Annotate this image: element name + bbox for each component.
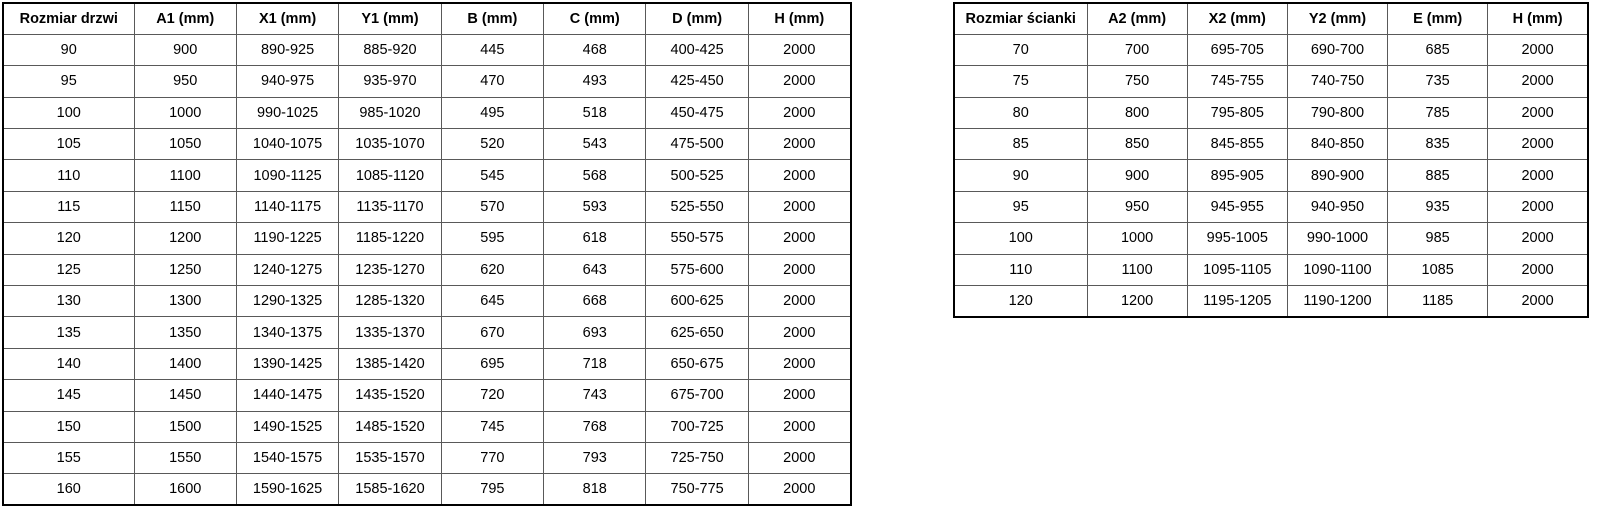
table-cell: 670 <box>441 317 543 348</box>
table-cell: 935 <box>1388 191 1488 222</box>
table-cell: 1340-1375 <box>236 317 338 348</box>
column-header: H (mm) <box>1488 3 1588 34</box>
column-header: A1 (mm) <box>134 3 236 34</box>
table-cell: 1135-1170 <box>339 191 441 222</box>
table-cell: 1090-1100 <box>1287 254 1387 285</box>
table-cell: 768 <box>544 411 646 442</box>
table-cell: 95 <box>954 191 1087 222</box>
table-cell: 750-775 <box>646 474 748 505</box>
table-cell: 1600 <box>134 474 236 505</box>
table-cell: 90 <box>3 34 134 65</box>
table-cell: 2000 <box>1488 254 1588 285</box>
table-cell: 1385-1420 <box>339 348 441 379</box>
column-header: Rozmiar ścianki <box>954 3 1087 34</box>
table-cell: 2000 <box>1488 160 1588 191</box>
table-cell: 740-750 <box>1287 66 1387 97</box>
column-header: A2 (mm) <box>1087 3 1187 34</box>
table-cell: 520 <box>441 129 543 160</box>
table-cell: 2000 <box>748 442 850 473</box>
table-cell: 940-950 <box>1287 191 1387 222</box>
table-cell: 2000 <box>748 380 850 411</box>
table-row <box>3 380 851 411</box>
table-row <box>954 191 1588 222</box>
table-cell: 95 <box>3 66 134 97</box>
table-cell: 1185 <box>1388 286 1488 317</box>
table-cell: 800 <box>1087 97 1187 128</box>
table-cell: 595 <box>441 223 543 254</box>
table-cell: 900 <box>134 34 236 65</box>
table-cell: 70 <box>954 34 1087 65</box>
table-cell: 1200 <box>134 223 236 254</box>
table-row <box>3 129 851 160</box>
table-cell: 110 <box>954 254 1087 285</box>
table-cell: 1235-1270 <box>339 254 441 285</box>
table-cell: 1195-1205 <box>1187 286 1287 317</box>
header-row <box>954 3 1588 34</box>
table-cell: 935-970 <box>339 66 441 97</box>
table-cell: 995-1005 <box>1187 223 1287 254</box>
column-header: Y1 (mm) <box>339 3 441 34</box>
table-cell: 990-1025 <box>236 97 338 128</box>
table-cell: 695-705 <box>1187 34 1287 65</box>
table-cell: 115 <box>3 191 134 222</box>
table-cell: 895-905 <box>1187 160 1287 191</box>
table-row <box>954 66 1588 97</box>
table-cell: 685 <box>1388 34 1488 65</box>
table-cell: 543 <box>544 129 646 160</box>
table-cell: 1000 <box>1087 223 1187 254</box>
column-header: B (mm) <box>441 3 543 34</box>
table-cell: 745 <box>441 411 543 442</box>
table-cell: 818 <box>544 474 646 505</box>
table-cell: 1550 <box>134 442 236 473</box>
table-cell: 795 <box>441 474 543 505</box>
table-cell: 2000 <box>748 97 850 128</box>
table-row <box>3 254 851 285</box>
table-cell: 2000 <box>748 317 850 348</box>
table-row <box>954 97 1588 128</box>
table-cell: 885-920 <box>339 34 441 65</box>
column-header: C (mm) <box>544 3 646 34</box>
table-cell: 495 <box>441 97 543 128</box>
table-cell: 1085-1120 <box>339 160 441 191</box>
table-cell: 643 <box>544 254 646 285</box>
table-cell: 545 <box>441 160 543 191</box>
column-header: Rozmiar drzwi <box>3 3 134 34</box>
table-cell: 985 <box>1388 223 1488 254</box>
table-cell: 90 <box>954 160 1087 191</box>
table-cell: 845-855 <box>1187 129 1287 160</box>
table-cell: 850 <box>1087 129 1187 160</box>
table-cell: 1500 <box>134 411 236 442</box>
table-cell: 945-955 <box>1187 191 1287 222</box>
column-header: H (mm) <box>748 3 850 34</box>
table-cell: 1150 <box>134 191 236 222</box>
table-cell: 770 <box>441 442 543 473</box>
table-cell: 1490-1525 <box>236 411 338 442</box>
table-cell: 80 <box>954 97 1087 128</box>
table-cell: 890-900 <box>1287 160 1387 191</box>
table-cell: 720 <box>441 380 543 411</box>
table-cell: 575-600 <box>646 254 748 285</box>
table-cell: 1285-1320 <box>339 286 441 317</box>
table-cell: 750 <box>1087 66 1187 97</box>
table-row <box>954 129 1588 160</box>
door-size-table <box>2 2 852 506</box>
table-cell: 1000 <box>134 97 236 128</box>
table-cell: 2000 <box>748 66 850 97</box>
table-row <box>3 160 851 191</box>
table-cell: 130 <box>3 286 134 317</box>
table-cell: 2000 <box>748 411 850 442</box>
table-cell: 110 <box>3 160 134 191</box>
table-row <box>3 286 851 317</box>
table-cell: 1100 <box>134 160 236 191</box>
table-cell: 593 <box>544 191 646 222</box>
table-cell: 1085 <box>1388 254 1488 285</box>
table-cell: 695 <box>441 348 543 379</box>
table-cell: 620 <box>441 254 543 285</box>
table-cell: 468 <box>544 34 646 65</box>
table-cell: 1100 <box>1087 254 1187 285</box>
table-cell: 100 <box>954 223 1087 254</box>
table-cell: 950 <box>1087 191 1187 222</box>
column-header: D (mm) <box>646 3 748 34</box>
table-row <box>954 223 1588 254</box>
table-cell: 120 <box>954 286 1087 317</box>
table-cell: 525-550 <box>646 191 748 222</box>
table-cell: 450-475 <box>646 97 748 128</box>
table-cell: 1400 <box>134 348 236 379</box>
table-cell: 2000 <box>1488 129 1588 160</box>
table-cell: 2000 <box>1488 191 1588 222</box>
table-cell: 1540-1575 <box>236 442 338 473</box>
column-header: X1 (mm) <box>236 3 338 34</box>
table-cell: 1450 <box>134 380 236 411</box>
table-row <box>3 411 851 442</box>
table-row <box>954 160 1588 191</box>
table-cell: 425-450 <box>646 66 748 97</box>
table-cell: 1095-1105 <box>1187 254 1287 285</box>
table-cell: 145 <box>3 380 134 411</box>
table-cell: 840-850 <box>1287 129 1387 160</box>
table-cell: 75 <box>954 66 1087 97</box>
table-row <box>954 286 1588 317</box>
table-row <box>3 223 851 254</box>
column-header: X2 (mm) <box>1187 3 1287 34</box>
table-cell: 718 <box>544 348 646 379</box>
table-cell: 2000 <box>748 129 850 160</box>
table-cell: 735 <box>1388 66 1488 97</box>
table-cell: 700 <box>1087 34 1187 65</box>
column-header: Y2 (mm) <box>1287 3 1387 34</box>
table-cell: 85 <box>954 129 1087 160</box>
table-cell: 445 <box>441 34 543 65</box>
table-cell: 570 <box>441 191 543 222</box>
table-cell: 1250 <box>134 254 236 285</box>
table-cell: 470 <box>441 66 543 97</box>
table-cell: 125 <box>3 254 134 285</box>
table-cell: 105 <box>3 129 134 160</box>
table-cell: 2000 <box>748 160 850 191</box>
table-row <box>3 474 851 505</box>
table-cell: 1050 <box>134 129 236 160</box>
table-cell: 618 <box>544 223 646 254</box>
table-cell: 1190-1200 <box>1287 286 1387 317</box>
table-cell: 2000 <box>748 348 850 379</box>
wall-size-table <box>953 2 1589 318</box>
header-row <box>3 3 851 34</box>
table-cell: 785 <box>1388 97 1488 128</box>
table-cell: 155 <box>3 442 134 473</box>
table-cell: 500-525 <box>646 160 748 191</box>
table-cell: 1290-1325 <box>236 286 338 317</box>
table-row <box>3 191 851 222</box>
table-cell: 900 <box>1087 160 1187 191</box>
table-cell: 675-700 <box>646 380 748 411</box>
table-row <box>3 317 851 348</box>
table-cell: 625-650 <box>646 317 748 348</box>
table-cell: 950 <box>134 66 236 97</box>
table-cell: 1350 <box>134 317 236 348</box>
table-cell: 518 <box>544 97 646 128</box>
table-cell: 1590-1625 <box>236 474 338 505</box>
table-cell: 690-700 <box>1287 34 1387 65</box>
table-cell: 745-755 <box>1187 66 1287 97</box>
table-cell: 2000 <box>748 254 850 285</box>
table-row <box>954 254 1588 285</box>
table-cell: 2000 <box>1488 97 1588 128</box>
table-cell: 2000 <box>748 34 850 65</box>
table-cell: 2000 <box>748 191 850 222</box>
table-cell: 400-425 <box>646 34 748 65</box>
table-cell: 2000 <box>1488 34 1588 65</box>
table-cell: 645 <box>441 286 543 317</box>
table-cell: 550-575 <box>646 223 748 254</box>
table-cell: 2000 <box>748 474 850 505</box>
table-cell: 1090-1125 <box>236 160 338 191</box>
table-row <box>3 66 851 97</box>
table-cell: 668 <box>544 286 646 317</box>
table-cell: 150 <box>3 411 134 442</box>
table-cell: 600-625 <box>646 286 748 317</box>
table-cell: 2000 <box>1488 223 1588 254</box>
table-cell: 1035-1070 <box>339 129 441 160</box>
table-cell: 890-925 <box>236 34 338 65</box>
table-cell: 2000 <box>1488 66 1588 97</box>
table-cell: 940-975 <box>236 66 338 97</box>
table-cell: 1390-1425 <box>236 348 338 379</box>
table-cell: 1190-1225 <box>236 223 338 254</box>
table-cell: 120 <box>3 223 134 254</box>
table-cell: 1440-1475 <box>236 380 338 411</box>
table-cell: 160 <box>3 474 134 505</box>
table-cell: 795-805 <box>1187 97 1287 128</box>
table-cell: 790-800 <box>1287 97 1387 128</box>
table-cell: 990-1000 <box>1287 223 1387 254</box>
table-cell: 568 <box>544 160 646 191</box>
table-cell: 1585-1620 <box>339 474 441 505</box>
table-cell: 100 <box>3 97 134 128</box>
table-cell: 693 <box>544 317 646 348</box>
table-cell: 793 <box>544 442 646 473</box>
table-cell: 1335-1370 <box>339 317 441 348</box>
table-cell: 885 <box>1388 160 1488 191</box>
table-row <box>3 34 851 65</box>
table-cell: 2000 <box>748 223 850 254</box>
table-cell: 1200 <box>1087 286 1187 317</box>
table-cell: 475-500 <box>646 129 748 160</box>
table-cell: 1485-1520 <box>339 411 441 442</box>
table-cell: 1300 <box>134 286 236 317</box>
table-cell: 835 <box>1388 129 1488 160</box>
table-row <box>3 348 851 379</box>
table-cell: 1140-1175 <box>236 191 338 222</box>
table-cell: 1435-1520 <box>339 380 441 411</box>
table-cell: 140 <box>3 348 134 379</box>
table-cell: 2000 <box>1488 286 1588 317</box>
table-cell: 1535-1570 <box>339 442 441 473</box>
table-row <box>954 34 1588 65</box>
table-cell: 743 <box>544 380 646 411</box>
table-row <box>3 442 851 473</box>
table-cell: 135 <box>3 317 134 348</box>
table-cell: 2000 <box>748 286 850 317</box>
table-cell: 493 <box>544 66 646 97</box>
table-cell: 1185-1220 <box>339 223 441 254</box>
table-cell: 1040-1075 <box>236 129 338 160</box>
table-cell: 650-675 <box>646 348 748 379</box>
table-cell: 700-725 <box>646 411 748 442</box>
table-cell: 1240-1275 <box>236 254 338 285</box>
table-cell: 985-1020 <box>339 97 441 128</box>
table-row <box>3 97 851 128</box>
table-cell: 725-750 <box>646 442 748 473</box>
column-header: E (mm) <box>1388 3 1488 34</box>
